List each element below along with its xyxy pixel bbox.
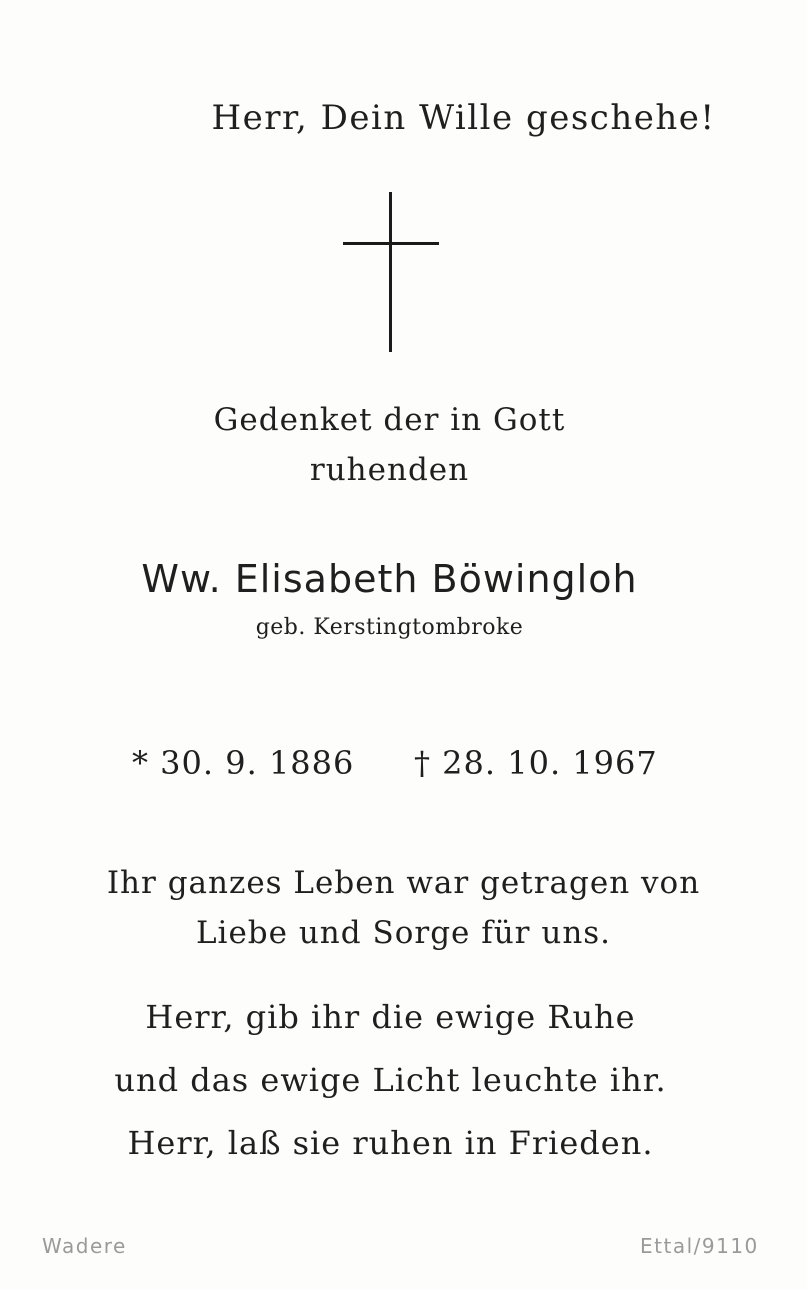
deceased-name: Ww. Elisabeth Böwingloh <box>141 557 638 601</box>
maiden-name: geb. Kerstingtombroke <box>255 615 524 640</box>
prayer-line-3: Herr, laß sie ruhen in Frieden. <box>127 1124 654 1162</box>
cross-horizontal-bar <box>343 242 439 245</box>
verse-line-1: Ihr ganzes Leben war getragen von <box>106 865 701 901</box>
intro-line-2: ruhenden <box>309 452 470 488</box>
verse-line-2: Liebe und Sorge für uns. <box>195 915 612 951</box>
printer-imprint: Wadere <box>42 1234 127 1258</box>
birth-date: * 30. 9. 1886 <box>132 744 355 782</box>
intro-line-1: Gedenket der in Gott <box>213 402 566 438</box>
cross-vertical-bar <box>389 192 392 352</box>
catalog-number: Ettal/9110 <box>640 1234 759 1258</box>
death-date: † 28. 10. 1967 <box>414 744 658 782</box>
motto-heading: Herr, Dein Wille geschehe! <box>211 98 716 138</box>
prayer-line-2: und das ewige Licht leuchte ihr. <box>114 1061 667 1099</box>
cross-icon <box>343 192 439 352</box>
prayer-line-1: Herr, gib ihr die ewige Ruhe <box>145 998 636 1036</box>
